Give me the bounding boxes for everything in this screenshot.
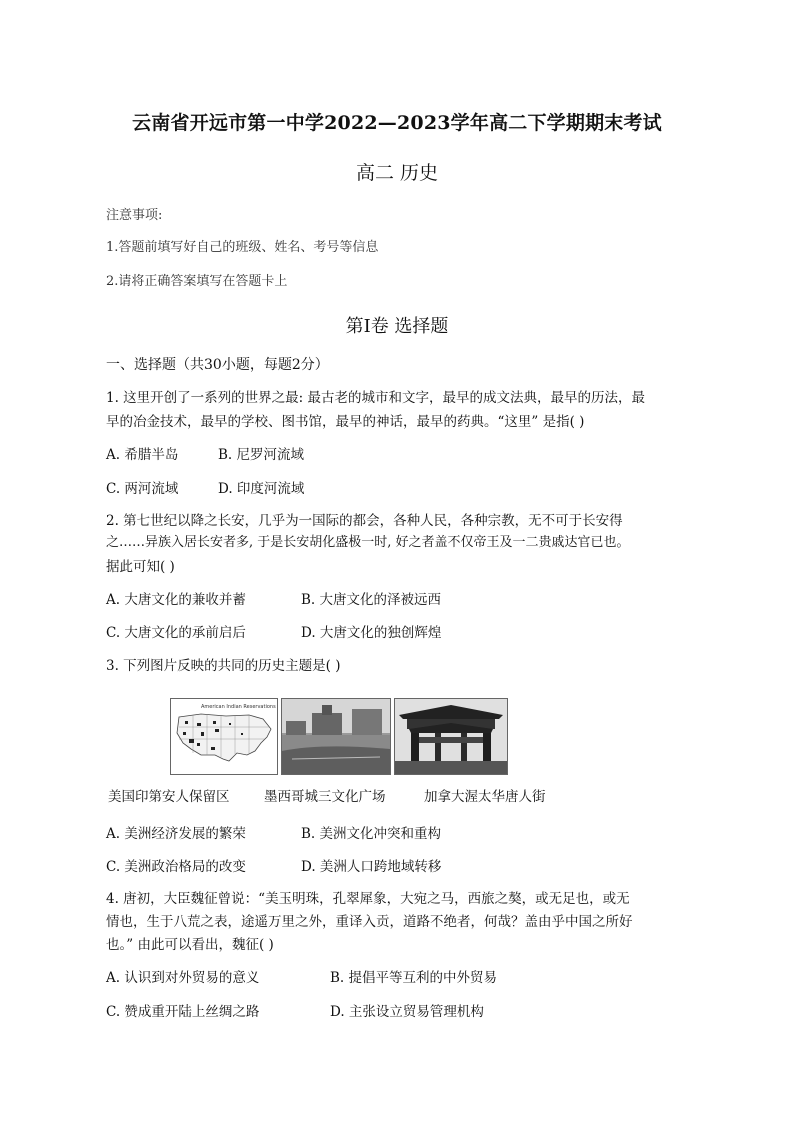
q4-option-c: C. 赞成重开陆上丝绸之路 xyxy=(106,1004,260,1020)
q4-option-a: A. 认识到对外贸易的意义 xyxy=(106,970,260,986)
exam-title: 云南省开远市第一中学2022—2023学年高二下学期期末考试 xyxy=(132,112,662,134)
q3-caption-2: 墨西哥城三文化广场 xyxy=(264,789,386,805)
mexico-city-plaza-image xyxy=(281,698,391,775)
q1-option-c: C. 两河流域 xyxy=(106,481,179,497)
q1-option-b: B. 尼罗河流域 xyxy=(218,447,305,463)
q3-option-b: B. 美洲文化冲突和重构 xyxy=(301,826,442,842)
q3-caption-3: 加拿大渥太华唐人街 xyxy=(424,789,546,805)
q4-line-1: 4. 唐初，大臣魏征曾说：“美玉明珠，孔翠犀象，大宛之马，西旅之獒，或无足也，或无 xyxy=(106,891,630,907)
q2-line-3: 据此可知( ) xyxy=(106,559,175,575)
q3-option-a: A. 美洲经济发展的繁荣 xyxy=(106,826,246,842)
q1-line-2: 早的冶金技术，最早的学校、图书馆，最早的神话，最早的药典。“这里” 是指( ) xyxy=(106,414,585,430)
exam-subject: 高二 历史 xyxy=(355,162,439,184)
q2-option-d: D. 大唐文化的独创辉煌 xyxy=(301,625,442,641)
q4-line-2: 情也，生于八荒之表，途遥万里之外，重译入贡，道路不绝者，何哉？盖由乎中国之所好 xyxy=(106,914,633,930)
q4-line-3: 也。” 由此可以看出，魏征( ) xyxy=(106,937,274,953)
notes-heading: 注意事项: xyxy=(106,208,163,223)
q3-option-d: D. 美洲人口跨地域转移 xyxy=(301,859,442,875)
section-instruction: 一、选择题（共30小题，每题2分） xyxy=(106,357,329,373)
plaza-graphic xyxy=(282,699,390,774)
q1-option-a: A. 希腊半岛 xyxy=(106,447,179,463)
map-title: American Indian Reservations xyxy=(201,704,276,710)
us-map-outline xyxy=(177,714,271,761)
section-title: 第Ⅰ卷 选择题 xyxy=(345,316,449,337)
q2-line-2: 之……异族入居长安者多, 于是长安胡化盛极一时, 好之者盖不仅帝王及一二贵戚达官已也。 xyxy=(106,535,630,550)
q3-line-1: 3. 下列图片反映的共同的历史主题是( ) xyxy=(106,658,341,674)
q2-line-1: 2. 第七世纪以降之长安，几乎为一国际的都会，各种人民，各种宗教，无不可于长安得 xyxy=(106,513,623,529)
us-reservation-map-image xyxy=(170,698,278,775)
us-map-graphic xyxy=(171,699,277,774)
q1-option-d: D. 印度河流域 xyxy=(218,481,305,497)
gate-graphic xyxy=(395,699,507,774)
q2-option-b: B. 大唐文化的泽被远西 xyxy=(301,592,442,608)
notes-item-1: 1.答题前填写好自己的班级、姓名、考号等信息 xyxy=(106,240,379,255)
q3-option-c: C. 美洲政治格局的改变 xyxy=(106,859,246,875)
q4-option-d: D. 主张设立贸易管理机构 xyxy=(330,1004,484,1020)
q3-caption-1: 美国印第安人保留区 xyxy=(108,789,230,805)
q2-option-a: A. 大唐文化的兼收并蓄 xyxy=(106,592,246,608)
q2-option-c: C. 大唐文化的承前启后 xyxy=(106,625,246,641)
ottawa-chinatown-gate-image xyxy=(394,698,508,775)
q4-option-b: B. 提倡平等互利的中外贸易 xyxy=(330,970,498,986)
q1-line-1: 1. 这里开创了一系列的世界之最: 最古老的城市和文字，最早的成文法典，最早的历法，最 xyxy=(106,390,646,406)
notes-item-2: 2.请将正确答案填写在答题卡上 xyxy=(106,274,288,289)
